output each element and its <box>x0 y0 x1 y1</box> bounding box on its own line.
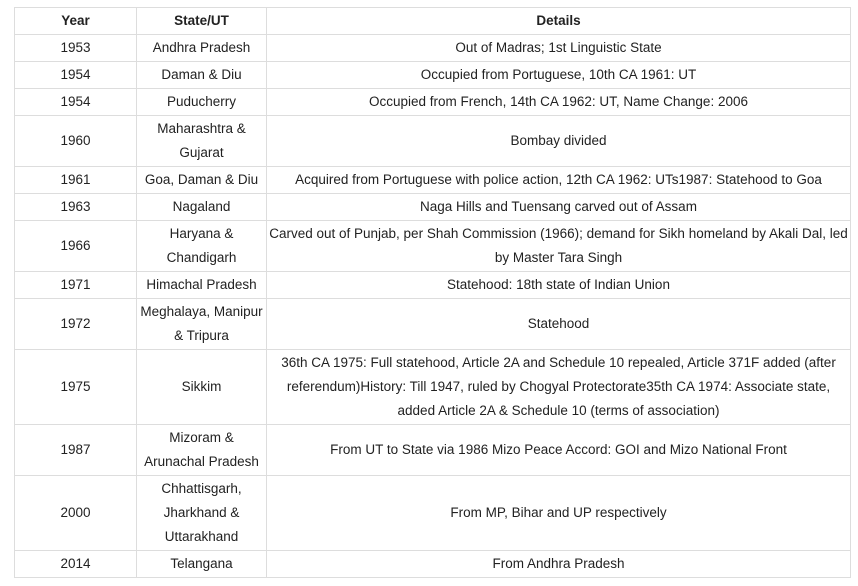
year-header: Year <box>15 8 137 35</box>
details-cell: Occupied from Portuguese, 10th CA 1961: UT <box>267 62 851 89</box>
details-cell: Acquired from Portuguese with police action, 12th CA 1962: UTs1987: Statehood to Goa <box>267 167 851 194</box>
header-row <box>15 8 851 35</box>
details-cell: From Andhra Pradesh <box>267 551 851 578</box>
table-row <box>15 272 851 299</box>
table-row <box>15 425 851 476</box>
year-cell: 1966 <box>15 221 137 272</box>
details-cell: Bombay divided <box>267 116 851 167</box>
year-cell: 1953 <box>15 35 137 62</box>
details-cell: From MP, Bihar and UP respectively <box>267 476 851 551</box>
state-cell: Daman & Diu <box>137 62 267 89</box>
state-cell: Haryana & Chandigarh <box>137 221 267 272</box>
details-cell: Naga Hills and Tuensang carved out of Assam <box>267 194 851 221</box>
table-row <box>15 89 851 116</box>
table-row <box>15 62 851 89</box>
state-cell: Telangana <box>137 551 267 578</box>
details-cell: Occupied from French, 14th CA 1962: UT, Name Change: 2006 <box>267 89 851 116</box>
details-cell: Carved out of Punjab, per Shah Commission (1966); demand for Sikh homeland by Akali Dal, led by Master Tara Singh <box>267 221 851 272</box>
details-cell: Statehood: 18th state of Indian Union <box>267 272 851 299</box>
state-cell: Maharashtra & Gujarat <box>137 116 267 167</box>
year-cell: 1960 <box>15 116 137 167</box>
year-cell: 2014 <box>15 551 137 578</box>
details-cell: Statehood <box>267 299 851 350</box>
table-row <box>15 299 851 350</box>
details-cell: From UT to State via 1986 Mizo Peace Accord: GOI and Mizo National Front <box>267 425 851 476</box>
table-row <box>15 116 851 167</box>
state-cell: Meghalaya, Manipur & Tripura <box>137 299 267 350</box>
state-cell: Goa, Daman & Diu <box>137 167 267 194</box>
table-row <box>15 221 851 272</box>
table-row <box>15 476 851 551</box>
year-cell: 1975 <box>15 350 137 425</box>
details-header: Details <box>267 8 851 35</box>
year-cell: 1971 <box>15 272 137 299</box>
state-cell: Mizoram & Arunachal Pradesh <box>137 425 267 476</box>
state-cell: Himachal Pradesh <box>137 272 267 299</box>
year-cell: 1954 <box>15 89 137 116</box>
details-cell: Out of Madras; 1st Linguistic State <box>267 35 851 62</box>
details-cell: 36th CA 1975: Full statehood, Article 2A and Schedule 10 repealed, Article 371F added (after referendum)History: Till 1947, ruled by Chogyal Protectorate35th CA 1974: Associate state, added Article 2A & Schedule 10 (terms of association) <box>267 350 851 425</box>
state-cell: Nagaland <box>137 194 267 221</box>
table-row <box>15 167 851 194</box>
table-row <box>15 194 851 221</box>
table-row <box>15 35 851 62</box>
year-cell: 1954 <box>15 62 137 89</box>
state-cell: Andhra Pradesh <box>137 35 267 62</box>
year-cell: 1961 <box>15 167 137 194</box>
state-header: State/UT <box>137 8 267 35</box>
year-cell: 1963 <box>15 194 137 221</box>
state-cell: Chhattisgarh, Jharkhand & Uttarakhand <box>137 476 267 551</box>
year-cell: 1972 <box>15 299 137 350</box>
table-row <box>15 551 851 578</box>
states-table <box>14 7 851 578</box>
year-cell: 1987 <box>15 425 137 476</box>
state-cell: Sikkim <box>137 350 267 425</box>
table-row <box>15 350 851 425</box>
year-cell: 2000 <box>15 476 137 551</box>
state-cell: Puducherry <box>137 89 267 116</box>
